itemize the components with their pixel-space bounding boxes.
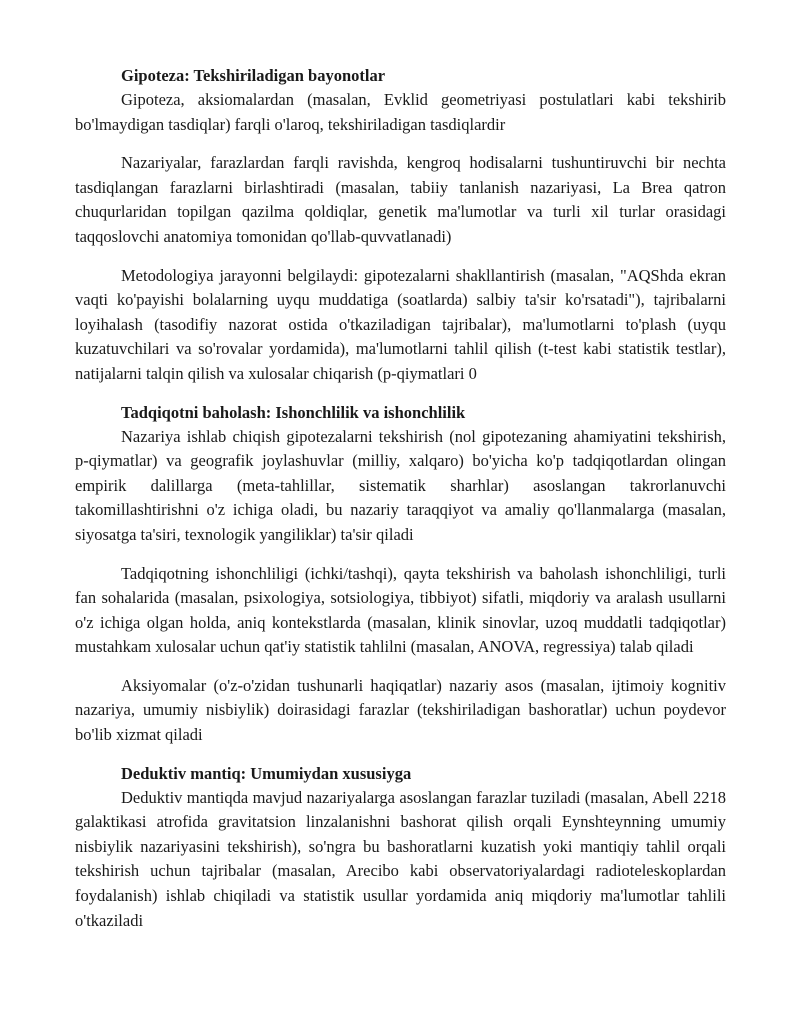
section-gipoteza — [75, 64, 726, 387]
section-deduktiv-mantiq — [75, 762, 726, 934]
paragraph: Nazariya ishlab chiqish gipotezalarni tekshirish (nol gipotezaning ahamiyatini tekshirish, p-qiymatlar) va geografik joylashuvlar (milliy, xalqaro) bo'yicha ko'p tadqiqotlardan olingan empirik dalillarga (meta-tahlillar, sistematik sharhlar) asoslangan takrorlanuvchi takomillashtirishni o'z ichiga oladi, bu nazariy taraqqiyot va amaliy qo'llanmalarga (masalan, siyosatga ta'siri, texnologik yangiliklar) ta'sir qiladi — [75, 426, 726, 544]
paragraph: Deduktiv mantiqda mavjud nazariyalarga asoslangan farazlar tuziladi (masalan, Abell 2218 galaktikasi atrofida gravitatsion linzalanishni bashorat qilish orqali Eynshteynning umumiy nisbiylik nazariyasini tekshirish), so'ngra bu bashoratlarni kuzatish yoki mantiqiy tahlil orqali tekshirish uchun tajribalar (masalan, Arecibo kabi observatoriyalardagi radioteleskoplardan foydalanish) ishlab chiqiladi va statistik usullar yordamida aniq miqdoriy ma'lumotlar tahlili o'tkaziladi — [75, 787, 726, 930]
document-page — [75, 64, 726, 947]
paragraph: Gipoteza, aksiomalardan (masalan, Evklid geometriyasi postulatlari kabi tekshirib bo'lmaydigan tasdiqlar) farqli o'laroq, tekshiriladigan tasdiqlardir — [75, 90, 726, 134]
section-heading: Gipoteza: Tekshiriladigan bayonotlar — [121, 66, 386, 85]
paragraph: Tadqiqotning ishonchliligi (ichki/tashqi), qayta tekshirish va baholash ishonchliligi, turli fan sohalarida (masalan, psixologiya, sotsiologiya, tibbiyot) sifatli, miqdoriy va aralash usullarni o'z ichiga olgan holda, aniq kontekstlarda (masalan, klinik sinovlar, uzoq muddatli tadqiqotlar) mustahkam xulosalar uchun qat'iy statistik tahlilni (masalan, ANOVA, regressiya) talab qiladi — [75, 563, 726, 657]
paragraph: Nazariyalar, farazlardan farqli ravishda, kengroq hodisalarni tushuntiruvchi bir nechta tasdiqlangan farazlarni birlashtiradi (masalan, tabiiy tanlanish nazariyasi, La Brea qatron chuqurlaridan topilgan qazilma qoldiqlar, genetik ma'lumotlar va turli xil turlar orasidagi taqqoslovchi anatomiya tomonidan qo'llab-quvvatlanadi) — [75, 153, 726, 246]
section-tadqiqotni-baholash — [75, 401, 726, 748]
paragraph: Metodologiya jarayonni belgilaydi: gipotezalarni shakllantirish (masalan, "AQShda ekran vaqti ko'payishi bolalarning uyqu muddatiga (soatlarda) salbiy ta'sir ko'rsatadi"), tajribalarni loyihalash (tasodifiy nazorat ostida o'tkaziladigan tajribalar), ma'lumotlarni to'plash (uyqu kuzatuvchilari va so'rovalar yordamida), ma'lumotlarni tahlil qilish (t-test kabi statistik testlar), natijalarni talqin qilish va xulosalar chiqarish (p-qiymatlari 0 — [75, 265, 726, 383]
section-heading: Deduktiv mantiq: Umumiydan xususiyga — [121, 763, 412, 783]
paragraph: Aksiyomalar (o'z-o'zidan tushunarli haqiqatlar) nazariy asos (masalan, ijtimoiy kognitiv nazariya, umumiy nisbiylik) doirasidagi farazlar (tekshiriladigan bashoratlar) uchun poydevor bo'lib xizmat qiladi — [75, 675, 726, 745]
section-heading: Tadqiqotni baholash: Ishonchlilik va ishonchlilik — [121, 402, 466, 422]
